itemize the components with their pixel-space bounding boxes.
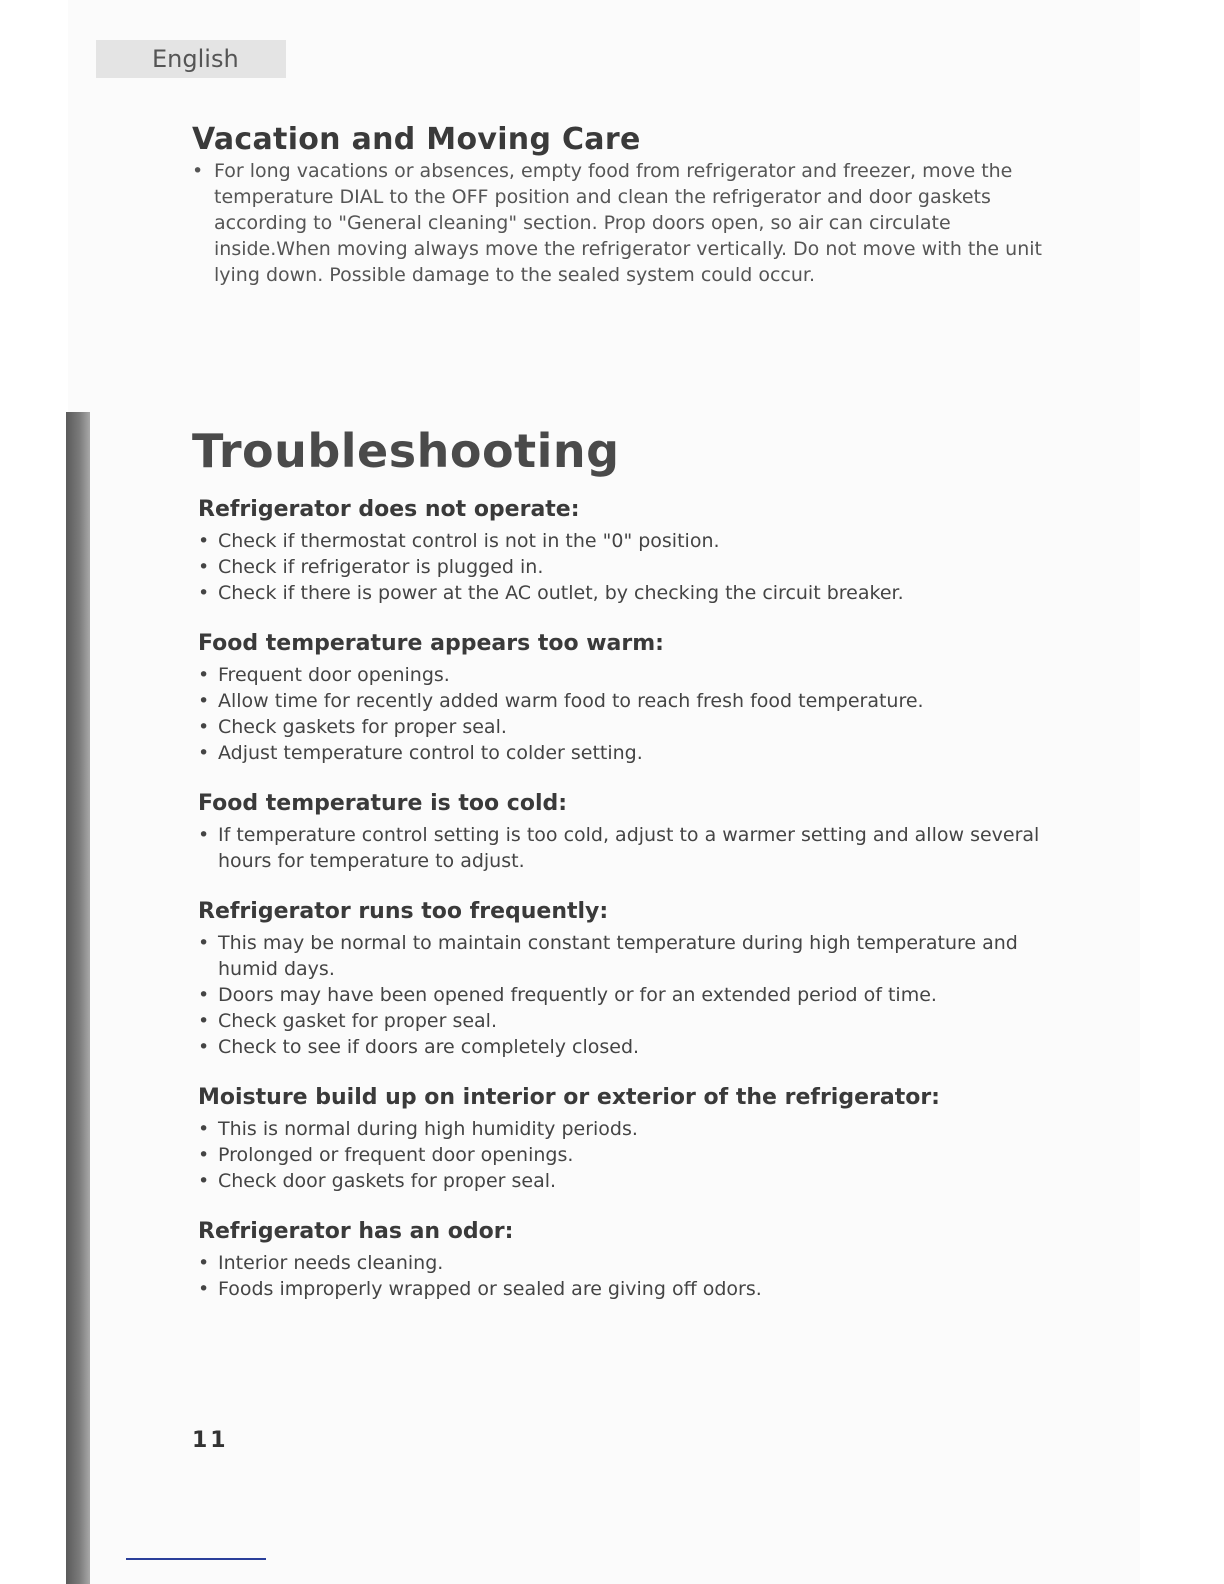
binding-edge — [66, 412, 90, 1584]
issue-heading: Refrigerator has an odor: — [198, 1219, 514, 1244]
issue-too-cold — [198, 788, 1058, 874]
issue-item: • This may be normal to maintain constant temperature during high temperature and humid days. — [198, 930, 1058, 982]
issue-heading: Moisture build up on interior or exterior of the refrigerator: — [198, 1085, 940, 1110]
issue-heading: Food temperature is too cold: — [198, 791, 568, 816]
issue-odor — [198, 1216, 1058, 1302]
issue-item: • Interior needs cleaning. — [198, 1250, 1058, 1276]
issue-item: • Check door gaskets for proper seal. — [198, 1168, 1058, 1194]
vacation-heading: Vacation and Moving Care — [192, 122, 641, 157]
issue-item: • Check if there is power at the AC outlet, by checking the circuit breaker. — [198, 580, 1058, 606]
troubleshooting-list — [198, 494, 1058, 1324]
issue-item: • Adjust temperature control to colder setting. — [198, 740, 1058, 766]
issue-item: • Check if refrigerator is plugged in. — [198, 554, 1058, 580]
page-number: 11 — [192, 1428, 229, 1453]
issue-item: • This is normal during high humidity periods. — [198, 1116, 1058, 1142]
issue-moisture — [198, 1082, 1058, 1194]
issue-runs-frequently — [198, 896, 1058, 1060]
vacation-list — [192, 158, 1042, 288]
issue-item: • Check gasket for proper seal. — [198, 1008, 1058, 1034]
bottom-rule — [126, 1558, 266, 1560]
issue-item: • Prolonged or frequent door openings. — [198, 1142, 1058, 1168]
issue-item: • If temperature control setting is too cold, adjust to a warmer setting and allow several hours for temperature to adjust. — [198, 822, 1058, 874]
issue-item: • Check if thermostat control is not in the "0" position. — [198, 528, 1058, 554]
issue-heading: Refrigerator does not operate: — [198, 497, 580, 522]
issue-item: • Check gaskets for proper seal. — [198, 714, 1058, 740]
language-label: English — [152, 45, 239, 73]
troubleshooting-title: Troubleshooting — [192, 424, 620, 478]
issue-too-warm — [198, 628, 1058, 766]
issue-heading: Food temperature appears too warm: — [198, 631, 664, 656]
issue-item: • Check to see if doors are completely closed. — [198, 1034, 1058, 1060]
issue-item: • Doors may have been opened frequently or for an extended period of time. — [198, 982, 1058, 1008]
vacation-paragraph: • For long vacations or absences, empty food from refrigerator and freezer, move the temperature DIAL to the OFF position and clean the refrigerator and door gaskets according to "General cleaning" section. Prop doors open, so air can circulate inside.When moving always move the refrigerator vertically. Do not move with the unit lying down. Possible damage to the sealed system could occur. — [192, 158, 1042, 288]
issue-item: • Foods improperly wrapped or sealed are giving off odors. — [198, 1276, 1058, 1302]
issue-heading: Refrigerator runs too frequently: — [198, 899, 609, 924]
language-tab — [96, 40, 286, 78]
issue-item: • Frequent door openings. — [198, 662, 1058, 688]
issue-does-not-operate — [198, 494, 1058, 606]
issue-item: • Allow time for recently added warm food to reach fresh food temperature. — [198, 688, 1058, 714]
